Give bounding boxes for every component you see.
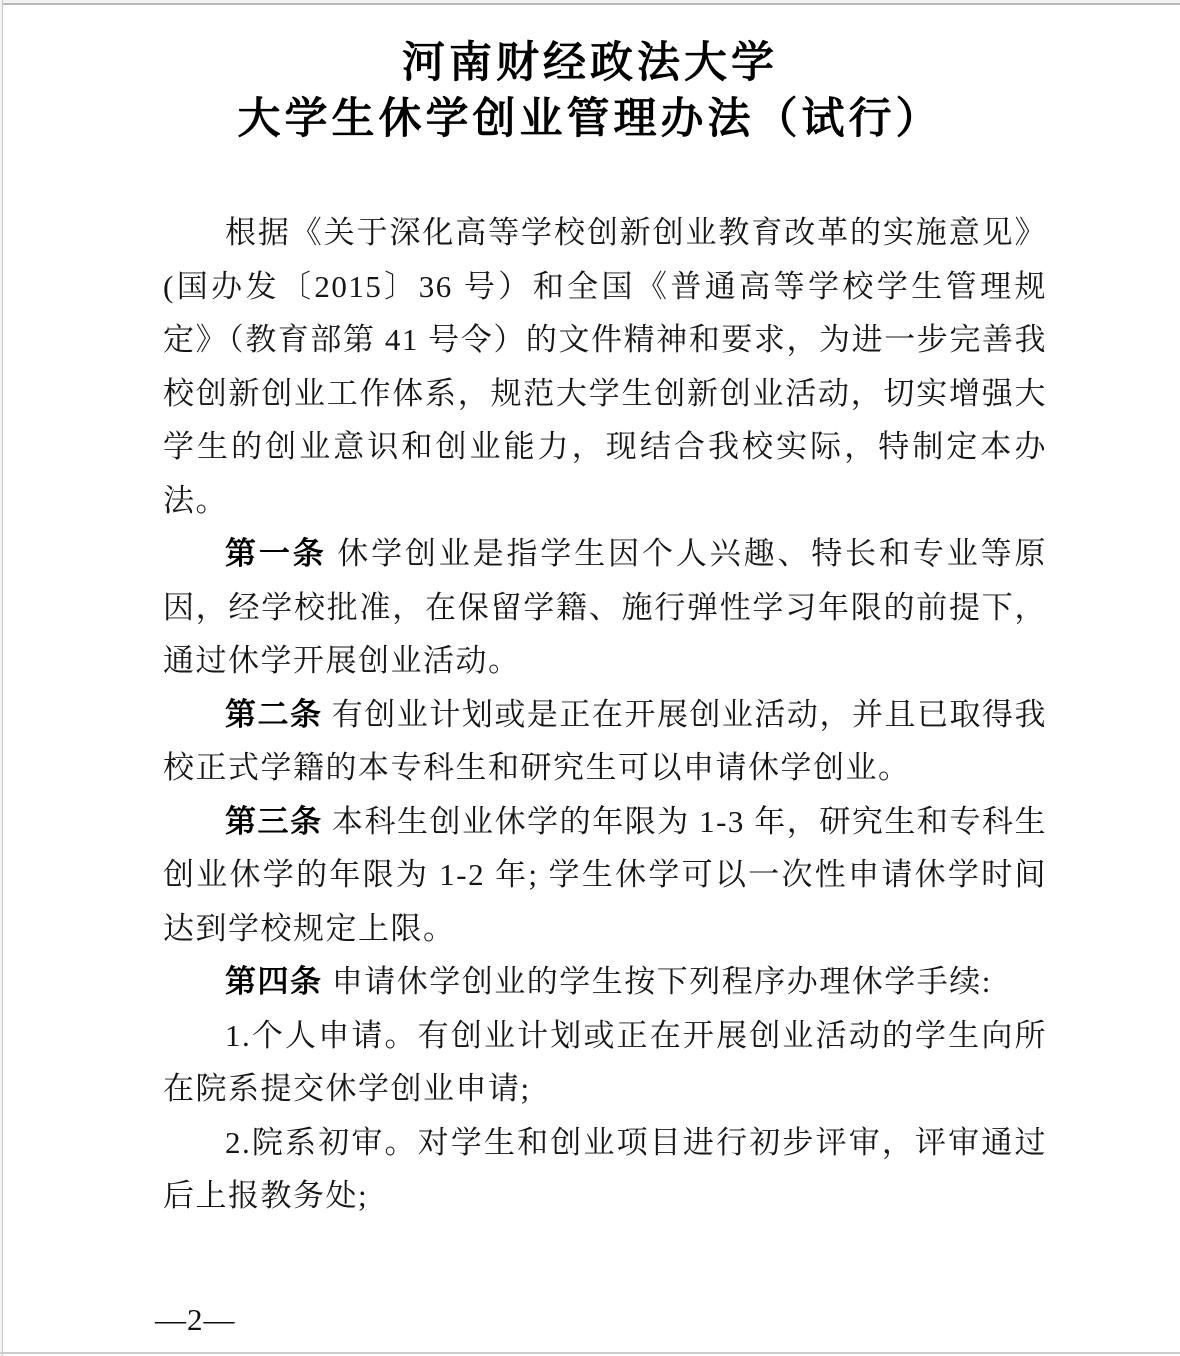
title-line-2: 大学生休学创业管理办法（试行） (237, 96, 943, 143)
title-line-1: 河南财经政法大学 (402, 40, 778, 87)
article-number: 第三条 (225, 803, 323, 839)
paragraph: 2.院系初审。对学生和创业项目进行初步评审，评审通过后上报教务处; (163, 1124, 1047, 1213)
article-paragraph: 第四条 申请休学创业的学生按下列程序办理休学手续: (225, 964, 992, 999)
page-number: —2— (155, 1302, 236, 1337)
article-paragraph: 第一条 休学创业是指学生因个人兴趣、特长和专业等原因，经学校批准，在保留学籍、施行弹性学习年限的前提下，通过休学开展创业活动。 (163, 536, 1047, 678)
body-text (163, 206, 1047, 1223)
article-paragraph: 第二条 有创业计划或是正在开展创业活动，并且已取得我校正式学籍的本专科生和研究生可以申请休学创业。 (163, 696, 1047, 785)
article-paragraph: 第三条 本科生创业休学的年限为 1-3 年，研究生和专科生创业休学的年限为 1-2 年; 学生休学可以一次性申请休学时间达到学校规定上限。 (163, 803, 1048, 946)
article-number: 第一条 (225, 536, 327, 571)
paragraph: 根据《关于深化高等学校创新创业教育改革的实施意见》(国办发〔2015〕36 号）和全国《普通高等学校学生管理规定》（教育部第 41 号令）的文件精神和要求，为进一步完善我校创新创业工作体系，规范大学生创新创业活动，切实增强大学生的创业意识和创业能力，现结合我校实际，特制定本办法。 (163, 215, 1047, 518)
document-title (0, 36, 1180, 148)
paragraph: 1.个人申请。有创业计划或正在开展创业活动的学生向所在院系提交休学创业申请; (163, 1017, 1047, 1106)
article-number: 第四条 (225, 964, 323, 999)
scan-edge-bottom (0, 1352, 1180, 1354)
scan-edge-left (0, 0, 3, 1356)
scan-edge-top (0, 0, 1180, 5)
article-number: 第二条 (225, 696, 323, 732)
